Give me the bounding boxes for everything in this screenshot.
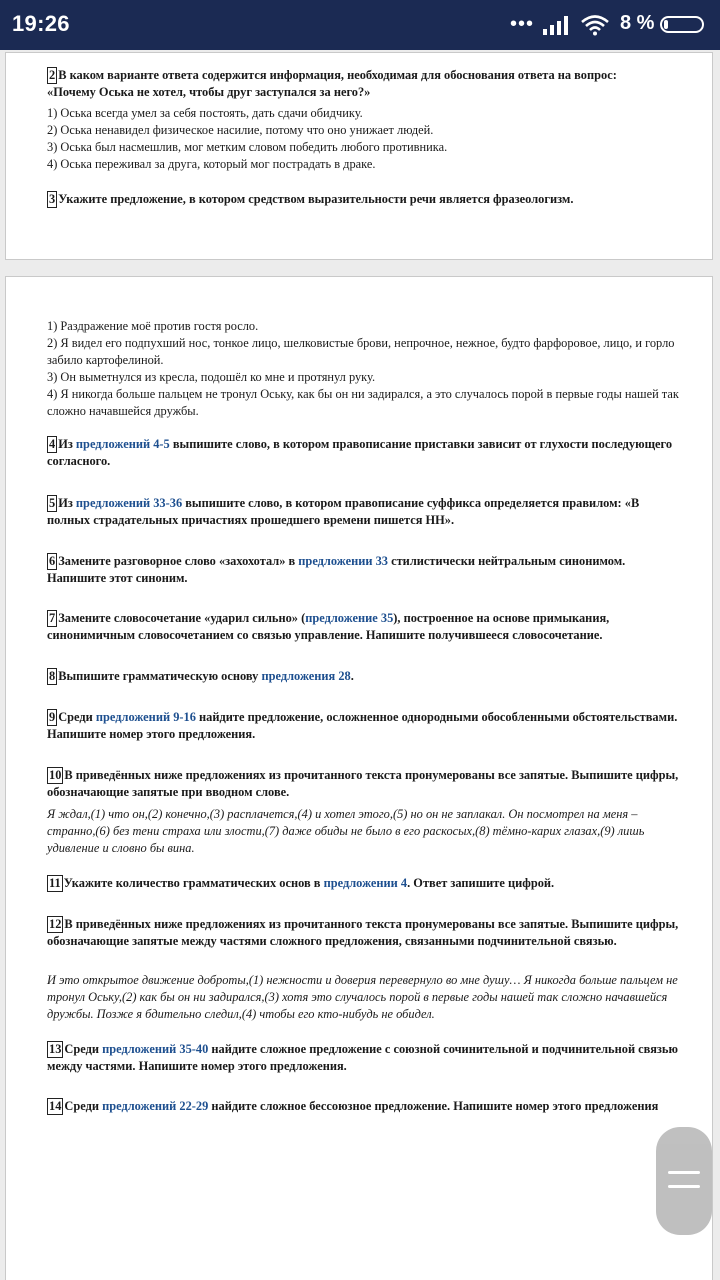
- scroll-handle-icon[interactable]: [656, 1127, 712, 1235]
- sentence-link[interactable]: предложении 33: [298, 554, 388, 568]
- question-text: В приведённых ниже предложениях из прочитанного текста пронумерованы все запятые. Выпишите цифры, обозначающие запятые между частями сложного предложения, связанными подчинительной связью.: [47, 917, 679, 948]
- sentence-link[interactable]: предложений 22-29: [102, 1099, 209, 1113]
- question-number: 11: [49, 876, 61, 890]
- answer-options: [47, 318, 679, 420]
- question-text: В каком варианте ответа содержится информация, необходимая для обоснования ответа на вопрос:: [58, 68, 617, 82]
- question-number: 2: [49, 68, 56, 82]
- answer-options: [47, 105, 679, 173]
- question-text: Замените разговорное слово «захохотал» в: [58, 554, 299, 568]
- battery-icon: [660, 16, 704, 33]
- question-text: ), построенное на основе примыкания, синонимичным словосочетанием со связью управление. Напишите получившееся словосочетание.: [47, 611, 610, 642]
- question-6: [47, 553, 679, 587]
- question-card-1: [5, 52, 713, 260]
- sentence-link[interactable]: предложений 4-5: [75, 437, 170, 451]
- answer-option: 4) Оська переживал за друга, который мог пострадать в драке.: [47, 157, 376, 171]
- question-number: 6: [49, 554, 56, 568]
- question-text: Выпишите грамматическую основу: [58, 669, 262, 683]
- answer-option: 1) Раздражение моё против гостя росло.: [47, 319, 259, 333]
- sentence-link[interactable]: предложении 4: [323, 876, 408, 890]
- question-7: [47, 610, 679, 644]
- answer-option: 2) Я видел его подпухший нос, тонкое лицо, шелковистые брови, непрочное, нежное, будто фарфоровое, лицо, и горло забило картофелиной.: [47, 336, 675, 367]
- question-text: найдите сложное предложение с союзной сочинительной и подчинительной связью между частями. Напишите номер этого предложения.: [47, 1042, 678, 1073]
- question-number: 8: [49, 669, 56, 683]
- sentence-link[interactable]: предложение 35: [305, 611, 394, 625]
- question-number: 7: [49, 611, 56, 625]
- question-text: Укажите количество грамматических основ в: [63, 876, 324, 890]
- status-time: 19:26: [12, 11, 70, 36]
- question-12: [47, 916, 679, 950]
- question-5: [47, 495, 679, 529]
- question-text: найдите предложение, осложненное однородными обособленными обстоятельствами. Напишите номер этого предложения.: [47, 710, 678, 741]
- question-13: [47, 1041, 679, 1075]
- question-3: [47, 191, 679, 208]
- question-9: [47, 709, 679, 743]
- passage-text: Я ждал,(1) что он,(2) конечно,(3) расплачется,(4) и хотел этого,(5) но он не заплакал. Он посмотрел на меня – странно,(6) без тени страха или злости,(7) даже обиды не было в его раскосых,(8) тёмно-карих глазах,(9) лишь удивление и словно бы вина.: [47, 807, 645, 855]
- question-text: выпишите слово, в котором правописание суффикса определяется правилом: «В полных страдательных причастиях прошедшего времени пишется НН».: [47, 496, 640, 527]
- battery-percentage: 8 %: [620, 12, 655, 34]
- question-14: [47, 1098, 679, 1115]
- question-card-2: [5, 276, 713, 1280]
- question-text: Среди: [64, 1042, 103, 1056]
- question-number: 9: [49, 710, 56, 724]
- sentence-link[interactable]: предложений 35-40: [102, 1042, 209, 1056]
- question-text: .: [350, 669, 354, 683]
- question-number: 3: [49, 192, 56, 206]
- question-text: . Ответ запишите цифрой.: [407, 876, 555, 890]
- question-number: 5: [49, 496, 56, 510]
- question-number: 14: [49, 1099, 62, 1113]
- question-number: 4: [49, 437, 56, 451]
- signal-icon: [542, 14, 572, 36]
- question-number: 10: [49, 768, 62, 782]
- answer-option: 3) Оська был насмешлив, мог метким словом победить любого противника.: [47, 140, 448, 154]
- question-11: [47, 875, 679, 892]
- question-number: 12: [49, 917, 62, 931]
- answer-option: 3) Он выметнулся из кресла, подошёл ко мне и протянул руку.: [47, 370, 376, 384]
- question-text: найдите сложное бессоюзное предложение. Напишите номер этого предложения: [208, 1099, 659, 1113]
- sentence-link[interactable]: предложения 28: [261, 669, 351, 683]
- answer-option: 1) Оська всегда умел за себя постоять, дать сдачи обидчику.: [47, 106, 363, 120]
- question-text: стилистически нейтральным синонимом. Напишите этот синоним.: [47, 554, 626, 585]
- question-text: Замените словосочетание «ударил сильно» (: [58, 611, 306, 625]
- question-text: Среди: [58, 710, 96, 724]
- question-text: Среди: [64, 1099, 103, 1113]
- sentence-link[interactable]: предложений 9-16: [95, 710, 196, 724]
- notification-dots: •••: [510, 13, 535, 35]
- question-text: В приведённых ниже предложениях из прочитанного текста пронумерованы все запятые. Выпишите цифры, обозначающие запятые при вводном слове.: [47, 768, 679, 799]
- status-bar: [0, 0, 720, 50]
- question-text: Укажите предложение, в котором средством выразительности речи является фразеологизм.: [58, 192, 574, 206]
- sentence-link[interactable]: предложений 33-36: [75, 496, 183, 510]
- question-number: 13: [49, 1042, 62, 1056]
- question-4: [47, 436, 679, 470]
- question-2: [47, 67, 679, 101]
- answer-option: 2) Оська ненавидел физическое насилие, потому что оно унижает людей.: [47, 123, 434, 137]
- passage-text: И это открытое движение доброты,(1) нежности и доверия перевернуло во мне душу… Я никогда больше пальцем не тронул Оську,(2) как бы он ни задирался,(3) хотя это случалось порой в первые годы нашей так сложно начавшейся дружбы. Позже я бдительно следил,(4) чтобы его кто-нибудь не обидел.: [47, 973, 678, 1021]
- question-text: Из: [58, 437, 76, 451]
- question-quote: «Почему Оська не хотел, чтобы друг заступался за него?»: [47, 85, 371, 99]
- wifi-icon: [580, 14, 610, 36]
- answer-option: 4) Я никогда больше пальцем не тронул Оську, как бы он ни задирался, а это случалось порой в первые годы нашей так сложно начавшейся дружбы.: [47, 387, 679, 418]
- question-10: [47, 767, 679, 801]
- question-text: Из: [58, 496, 76, 510]
- question-8: [47, 668, 679, 685]
- question-text: выпишите слово, в котором правописание приставки зависит от глухости последующего согласного.: [47, 437, 673, 468]
